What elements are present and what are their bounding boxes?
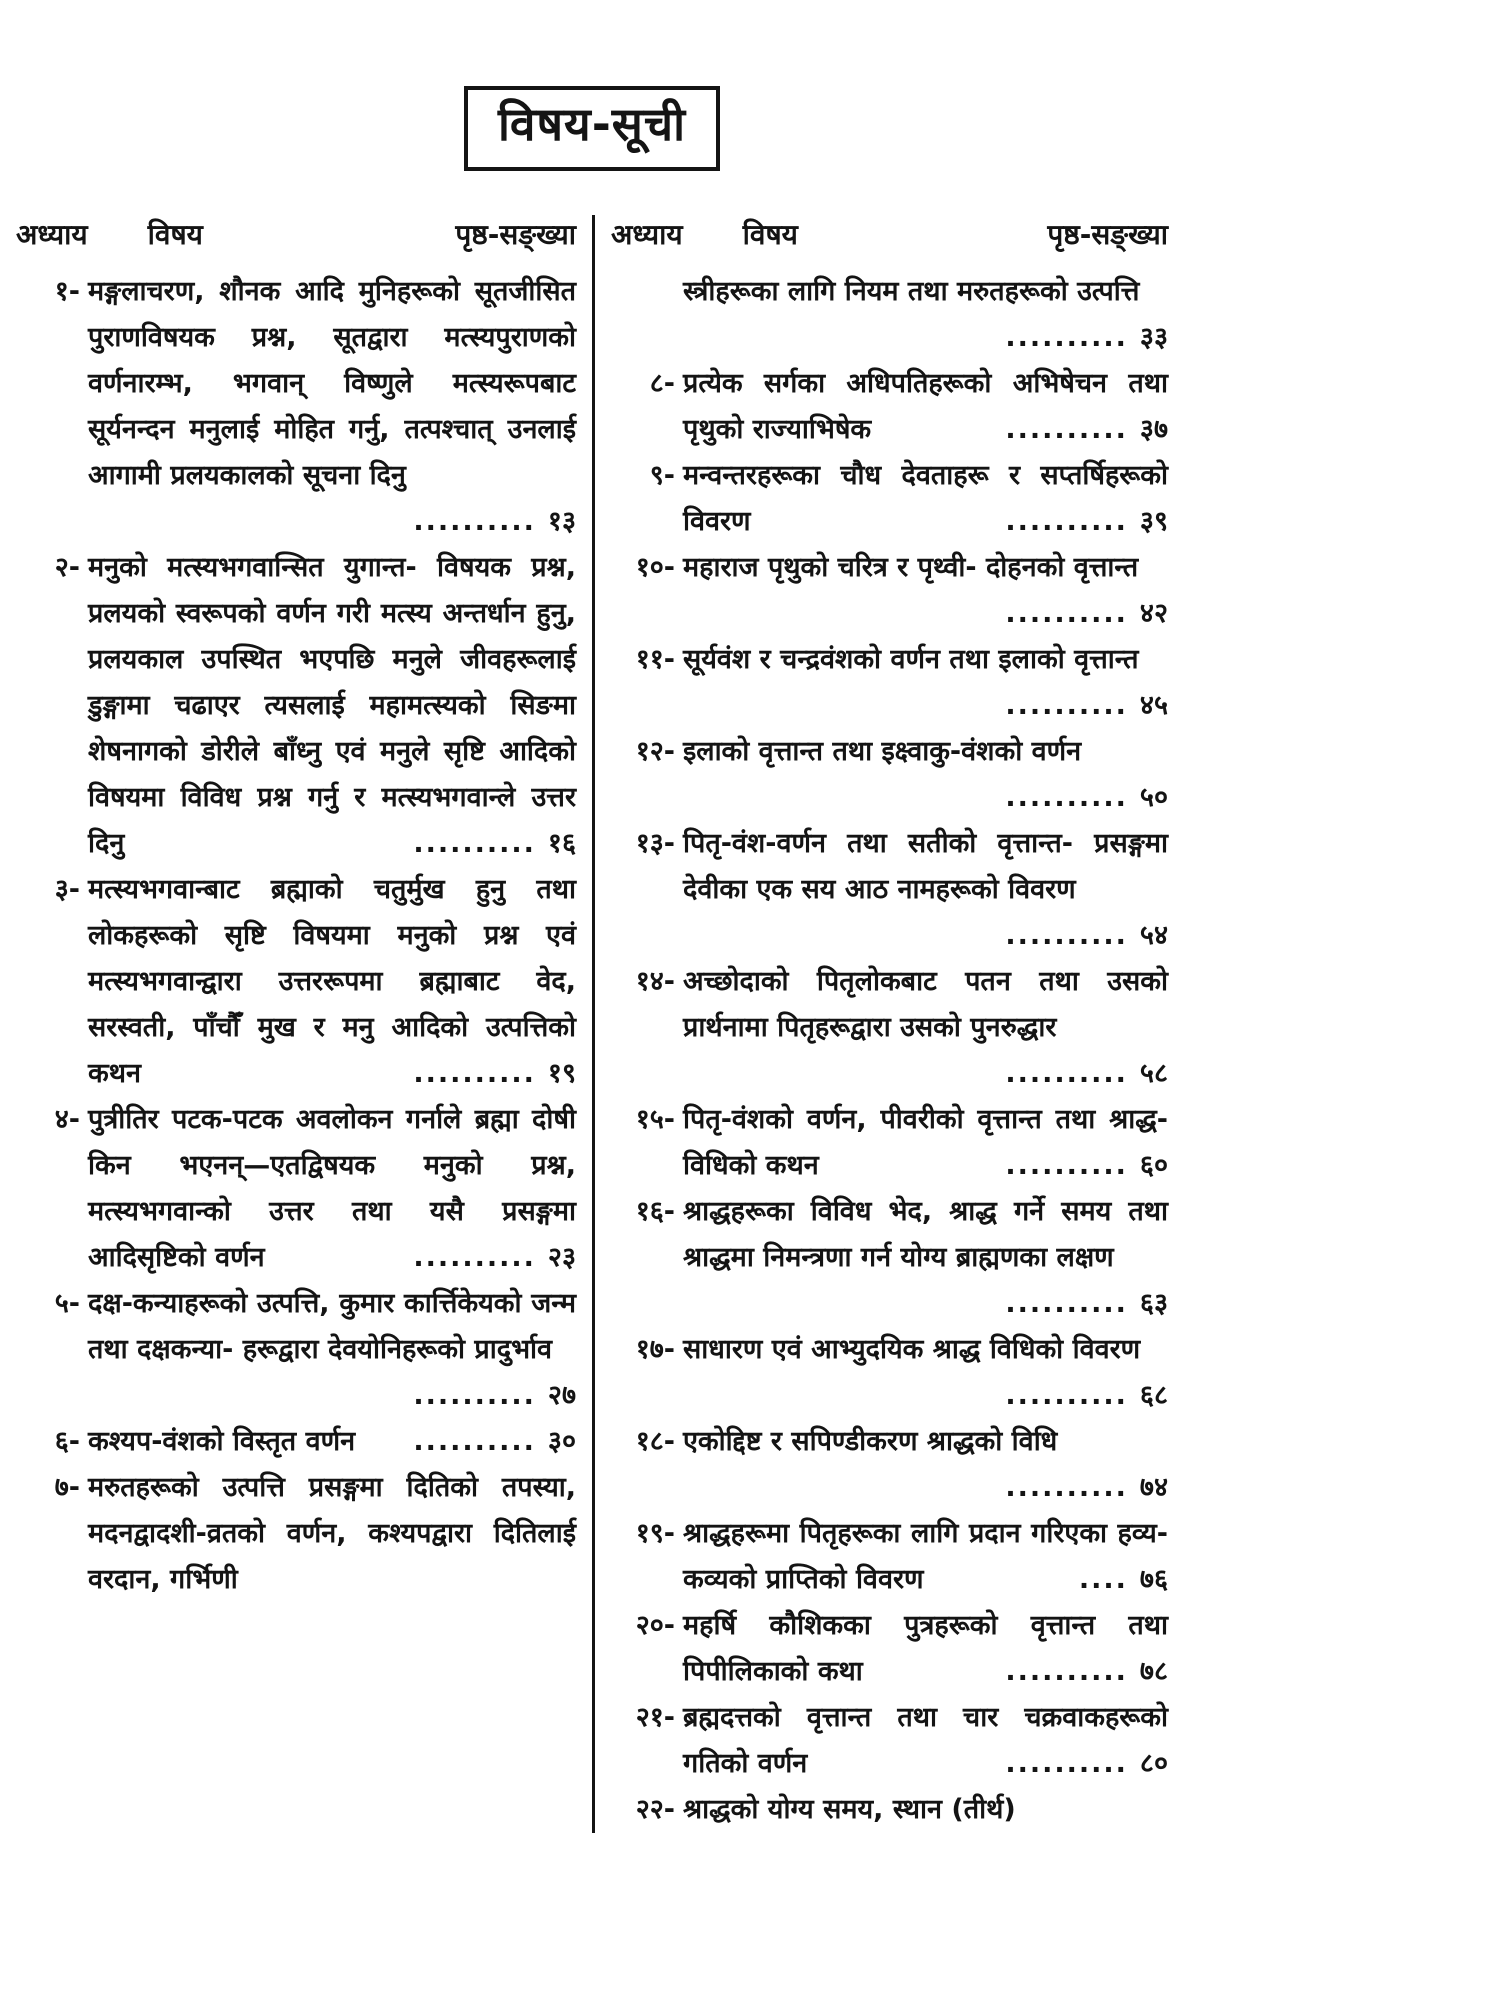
- page-title: विषय-सूची: [464, 86, 720, 171]
- entry-body: [683, 1097, 1168, 1189]
- entry-body: [88, 1419, 576, 1465]
- toc-entry: [611, 821, 1168, 959]
- toc-entry: [16, 545, 576, 867]
- page-ref: [1005, 1649, 1168, 1695]
- entry-body: [683, 1695, 1168, 1787]
- toc-entry: [16, 1419, 576, 1465]
- chapter-number: ७-: [54, 1471, 80, 1503]
- dot-leader: ..........: [1005, 1057, 1128, 1089]
- toc-entry: [16, 867, 576, 1097]
- page-number: ३३: [1139, 321, 1168, 353]
- entry-text: ब्रह्मदत्तको वृत्तान्त तथा चार चक्रवाकहरूको गतिको वर्णन: [683, 1701, 1168, 1779]
- chapter-number: २-: [54, 551, 80, 583]
- page-ref: [1005, 1143, 1168, 1189]
- toc-entry: [611, 1327, 1168, 1419]
- page-ref: [1005, 1051, 1168, 1097]
- chapter-number: १३-: [635, 827, 675, 859]
- toc-entry: [611, 1419, 1168, 1511]
- page-ref: [1005, 1465, 1168, 1511]
- entry-text: इलाको वृत्तान्त तथा इक्ष्वाकु-वंशको वर्णन: [683, 735, 1082, 767]
- toc-entry: [611, 269, 1168, 361]
- dot-leader: ..........: [1005, 919, 1128, 951]
- dot-leader: ..........: [1005, 1149, 1128, 1181]
- entry-text: साधारण एवं आभ्युदयिक श्राद्ध विधिको विवरण: [683, 1333, 1141, 1365]
- entry-text: पितृ-वंश-वर्णन तथा सतीको वृत्तान्त- प्रसङ्गमा देवीका एक सय आठ नामहरूको विवरण: [683, 827, 1168, 905]
- header-page-number: पृष्ठ-सङ्ख्या: [455, 217, 576, 251]
- left-column: [16, 215, 592, 1833]
- page-number: १६: [547, 827, 576, 859]
- chapter-number: २०-: [635, 1609, 675, 1641]
- column-header: [611, 215, 1168, 255]
- entry-body: [683, 361, 1168, 453]
- toc-entry: [611, 1511, 1168, 1603]
- entry-text: कश्यप-वंशको विस्तृत वर्णन: [88, 1425, 356, 1457]
- chapter-number: १९-: [635, 1517, 675, 1549]
- toc-entry: [611, 729, 1168, 821]
- page-number: २३: [547, 1241, 576, 1273]
- page-ref: [413, 1419, 576, 1465]
- toc-entry: [611, 637, 1168, 729]
- entry-text: महर्षि कौशिकका पुत्रहरूको वृत्तान्त तथा पिपीलिकाको कथा: [683, 1609, 1168, 1687]
- dot-leader: ..........: [413, 1241, 536, 1273]
- toc-entry: [611, 545, 1168, 637]
- dot-leader: ....: [1078, 1563, 1128, 1595]
- toc-entry: [16, 269, 576, 545]
- chapter-number: २१-: [635, 1701, 675, 1733]
- page-ref: [1079, 1557, 1168, 1603]
- entry-body: [683, 1189, 1168, 1327]
- header-subject: विषय: [147, 217, 203, 251]
- entry-text: मन्वन्तरहरूका चौध देवताहरू र सप्तर्षिहरूको विवरण: [683, 459, 1168, 537]
- page-ref: [413, 499, 576, 545]
- chapter-number: ८-: [649, 367, 675, 399]
- toc-entry: [16, 1281, 576, 1419]
- dot-leader: ..........: [1005, 413, 1128, 445]
- page-number: ६३: [1139, 1287, 1168, 1319]
- entry-text: श्राद्धहरूमा पितृहरूका लागि प्रदान गरिएका हव्य-कव्यको प्राप्तिको विवरण: [683, 1517, 1168, 1595]
- toc-entry: [611, 1603, 1168, 1695]
- page-ref: [413, 1051, 576, 1097]
- dot-leader: ..........: [1005, 1287, 1128, 1319]
- entry-text: सूर्यवंश र चन्द्रवंशको वर्णन तथा इलाको वृत्तान्त: [683, 643, 1139, 675]
- entry-text: मरुतहरूको उत्पत्ति प्रसङ्गमा दितिको तपस्या, मदनद्वादशी-व्रतको वर्णन, कश्यपद्वारा दितिलाई वरदान, गर्भिणी: [88, 1471, 576, 1595]
- entry-body: [88, 867, 576, 1097]
- toc-entry: [611, 1097, 1168, 1189]
- dot-leader: ..........: [1005, 1379, 1128, 1411]
- chapter-number: १२-: [635, 735, 675, 767]
- header-subject: विषय: [742, 217, 798, 251]
- page-ref: [1005, 1741, 1168, 1787]
- page-number: ५०: [1139, 781, 1168, 813]
- page-number: २७: [547, 1379, 576, 1411]
- dot-leader: ..........: [413, 505, 536, 537]
- entry-body: [88, 269, 576, 545]
- toc-entry: [16, 1097, 576, 1281]
- page-number: ३०: [547, 1425, 576, 1457]
- entry-text: प्रत्येक सर्गका अधिपतिहरूको अभिषेचन तथा पृथुको राज्याभिषेक: [683, 367, 1168, 445]
- page-ref: [1005, 1373, 1168, 1419]
- entry-body: [88, 1465, 576, 1603]
- dot-leader: ..........: [413, 1057, 536, 1089]
- chapter-number: १-: [54, 275, 80, 307]
- entry-text: मङ्गलाचरण, शौनक आदि मुनिहरूको सूतजीसित पुराणविषयक प्रश्न, सूतद्वारा मत्स्यपुराणको वर्णनारम्भ, भगवान् विष्णुले मत्स्यरूपबाट सूर्यनन्दन मनुलाई मोहित गर्नु, तत्पश्चात् उनलाई आगामी प्रलयकालको सूचना दिनु: [88, 275, 576, 491]
- dot-leader: ..........: [413, 827, 536, 859]
- chapter-number: ४-: [54, 1103, 80, 1135]
- entry-text: मनुको मत्स्यभगवान्सित युगान्त- विषयक प्रश्न, प्रलयको स्वरूपको वर्णन गरी मत्स्य अन्तर्धान हुनु, प्रलयकाल उपस्थित भएपछि मनुले जीवहरूलाई डुङ्गामा चढाएर त्यसलाई महामत्स्यको सिङमा शेषनागको डोरीले बाँध्नु एवं मनुले सृष्टि आदिको विषयमा विविध प्रश्न गर्नु र मत्स्यभगवान्ले उत्तर दिनु: [88, 551, 576, 859]
- page-ref: [413, 821, 576, 867]
- dot-leader: ..........: [1005, 321, 1128, 353]
- page-number: ७४: [1139, 1471, 1168, 1503]
- page-ref: [413, 1373, 576, 1419]
- header-chapter: अध्याय: [16, 217, 88, 251]
- page-ref: [1005, 913, 1168, 959]
- chapter-number: २२-: [635, 1793, 675, 1825]
- entry-text: श्राद्धको योग्य समय, स्थान (तीर्थ): [683, 1793, 1016, 1825]
- dot-leader: ..........: [1005, 1747, 1128, 1779]
- entry-body: [683, 637, 1168, 729]
- entry-body: [88, 1281, 576, 1419]
- toc-columns: [16, 215, 1168, 1833]
- entry-text: श्राद्धहरूका विविध भेद, श्राद्ध गर्ने समय तथा श्राद्धमा निमन्त्रणा गर्न योग्य ब्राह्मणका लक्षण: [683, 1195, 1168, 1273]
- toc-entry: [611, 1787, 1168, 1833]
- entry-body: [88, 545, 576, 867]
- toc-entry: [611, 1695, 1168, 1787]
- page-ref: [1005, 499, 1168, 545]
- entry-text: पितृ-वंशको वर्णन, पीवरीको वृत्तान्त तथा श्राद्ध-विधिको कथन: [683, 1103, 1168, 1181]
- right-column: [592, 215, 1168, 1833]
- entry-text: अच्छोदाको पितृलोकबाट पतन तथा उसको प्रार्थनामा पितृहरूद्वारा उसको पुनरुद्धार: [683, 965, 1168, 1043]
- entry-text: मत्स्यभगवान्बाट ब्रह्माको चतुर्मुख हुनु तथा लोकहरूको सृष्टि विषयमा मनुको प्रश्न एवं मत्स्यभगवान्द्वारा उत्तररूपमा ब्रह्माबाट वेद, सरस्वती, पाँचौँ मुख र मनु आदिको उत्पत्तिको कथन: [88, 873, 576, 1089]
- entry-body: [683, 1419, 1168, 1511]
- page-number: ४५: [1139, 689, 1168, 721]
- entry-body: [683, 959, 1168, 1097]
- page-number: ७८: [1139, 1655, 1168, 1687]
- toc-entry: [611, 959, 1168, 1097]
- page-number: ३७: [1139, 413, 1168, 445]
- page-ref: [1005, 315, 1168, 361]
- page-number: १९: [547, 1057, 576, 1089]
- page-ref: [564, 1557, 576, 1603]
- entry-body: [683, 1327, 1168, 1419]
- header-chapter: अध्याय: [611, 217, 683, 251]
- entry-body: [683, 729, 1168, 821]
- entry-body: [88, 1097, 576, 1281]
- toc-entry: [611, 361, 1168, 453]
- entry-text: पुत्रीतिर पटक-पटक अवलोकन गर्नाले ब्रह्मा दोषी किन भएनन्—एतद्विषयक मनुको प्रश्न, मत्स्यभगवान्को उत्तर तथा यसै प्रसङ्गमा आदिसृष्टिको वर्णन: [88, 1103, 576, 1273]
- page-number: ५८: [1139, 1057, 1168, 1089]
- page-ref: [1005, 407, 1168, 453]
- chapter-number: ११-: [635, 643, 675, 675]
- entry-text: स्त्रीहरूका लागि नियम तथा मरुतहरूको उत्पत्ति: [683, 275, 1140, 307]
- entry-text: महाराज पृथुको चरित्र र पृथ्वी- दोहनको वृत्तान्त: [683, 551, 1139, 583]
- title-area: [16, 0, 1168, 171]
- page-ref: [1005, 591, 1168, 637]
- toc-entry: [611, 1189, 1168, 1327]
- entry-body: [683, 545, 1168, 637]
- entry-body: [683, 1511, 1168, 1603]
- chapter-number: [611, 269, 683, 361]
- dot-leader: ..........: [1005, 1471, 1128, 1503]
- dot-leader: ..........: [1005, 689, 1128, 721]
- header-page-number: पृष्ठ-सङ्ख्या: [1047, 217, 1168, 251]
- page-number: ४२: [1139, 597, 1168, 629]
- column-header: [16, 215, 576, 255]
- dot-leader: ..........: [1005, 505, 1128, 537]
- chapter-number: ५-: [54, 1287, 80, 1319]
- chapter-number: १८-: [635, 1425, 675, 1457]
- dot-leader: ..........: [1005, 597, 1128, 629]
- page-number: ७६: [1139, 1563, 1168, 1595]
- chapter-number: ९-: [649, 459, 675, 491]
- page-ref: [1156, 1787, 1168, 1833]
- page-number: १३: [547, 505, 576, 537]
- entry-body: [683, 1603, 1168, 1695]
- entry-text: दक्ष-कन्याहरूको उत्पत्ति, कुमार कार्त्तिकेयको जन्म तथा दक्षकन्या- हरूद्वारा देवयोनिहरूको प्रादुर्भाव: [88, 1287, 576, 1365]
- chapter-number: १४-: [635, 965, 675, 997]
- page-number: ३९: [1139, 505, 1168, 537]
- chapter-number: १०-: [635, 551, 675, 583]
- chapter-number: ३-: [54, 873, 80, 905]
- chapter-number: १७-: [635, 1333, 675, 1365]
- entry-body: [683, 269, 1168, 361]
- toc-entry: [16, 1465, 576, 1603]
- dot-leader: ..........: [413, 1425, 536, 1457]
- dot-leader: ..........: [1005, 1655, 1128, 1687]
- entry-body: [683, 1787, 1168, 1833]
- page-ref: [413, 1235, 576, 1281]
- dot-leader: ..........: [1005, 781, 1128, 813]
- chapter-number: १६-: [635, 1195, 675, 1227]
- entry-text: एकोद्दिष्ट र सपिण्डीकरण श्राद्धको विधि: [683, 1425, 1058, 1457]
- toc-entry: [611, 453, 1168, 545]
- page-ref: [1005, 683, 1168, 729]
- page-ref: [1005, 775, 1168, 821]
- entry-body: [683, 821, 1168, 959]
- page-ref: [1005, 1281, 1168, 1327]
- page-number: ८०: [1139, 1747, 1168, 1779]
- entry-body: [683, 453, 1168, 545]
- chapter-number: १५-: [635, 1103, 675, 1135]
- page-number: ५४: [1139, 919, 1168, 951]
- dot-leader: ..........: [413, 1379, 536, 1411]
- page-number: ६०: [1139, 1149, 1168, 1181]
- page-number: ६८: [1139, 1379, 1168, 1411]
- chapter-number: ६-: [54, 1425, 80, 1457]
